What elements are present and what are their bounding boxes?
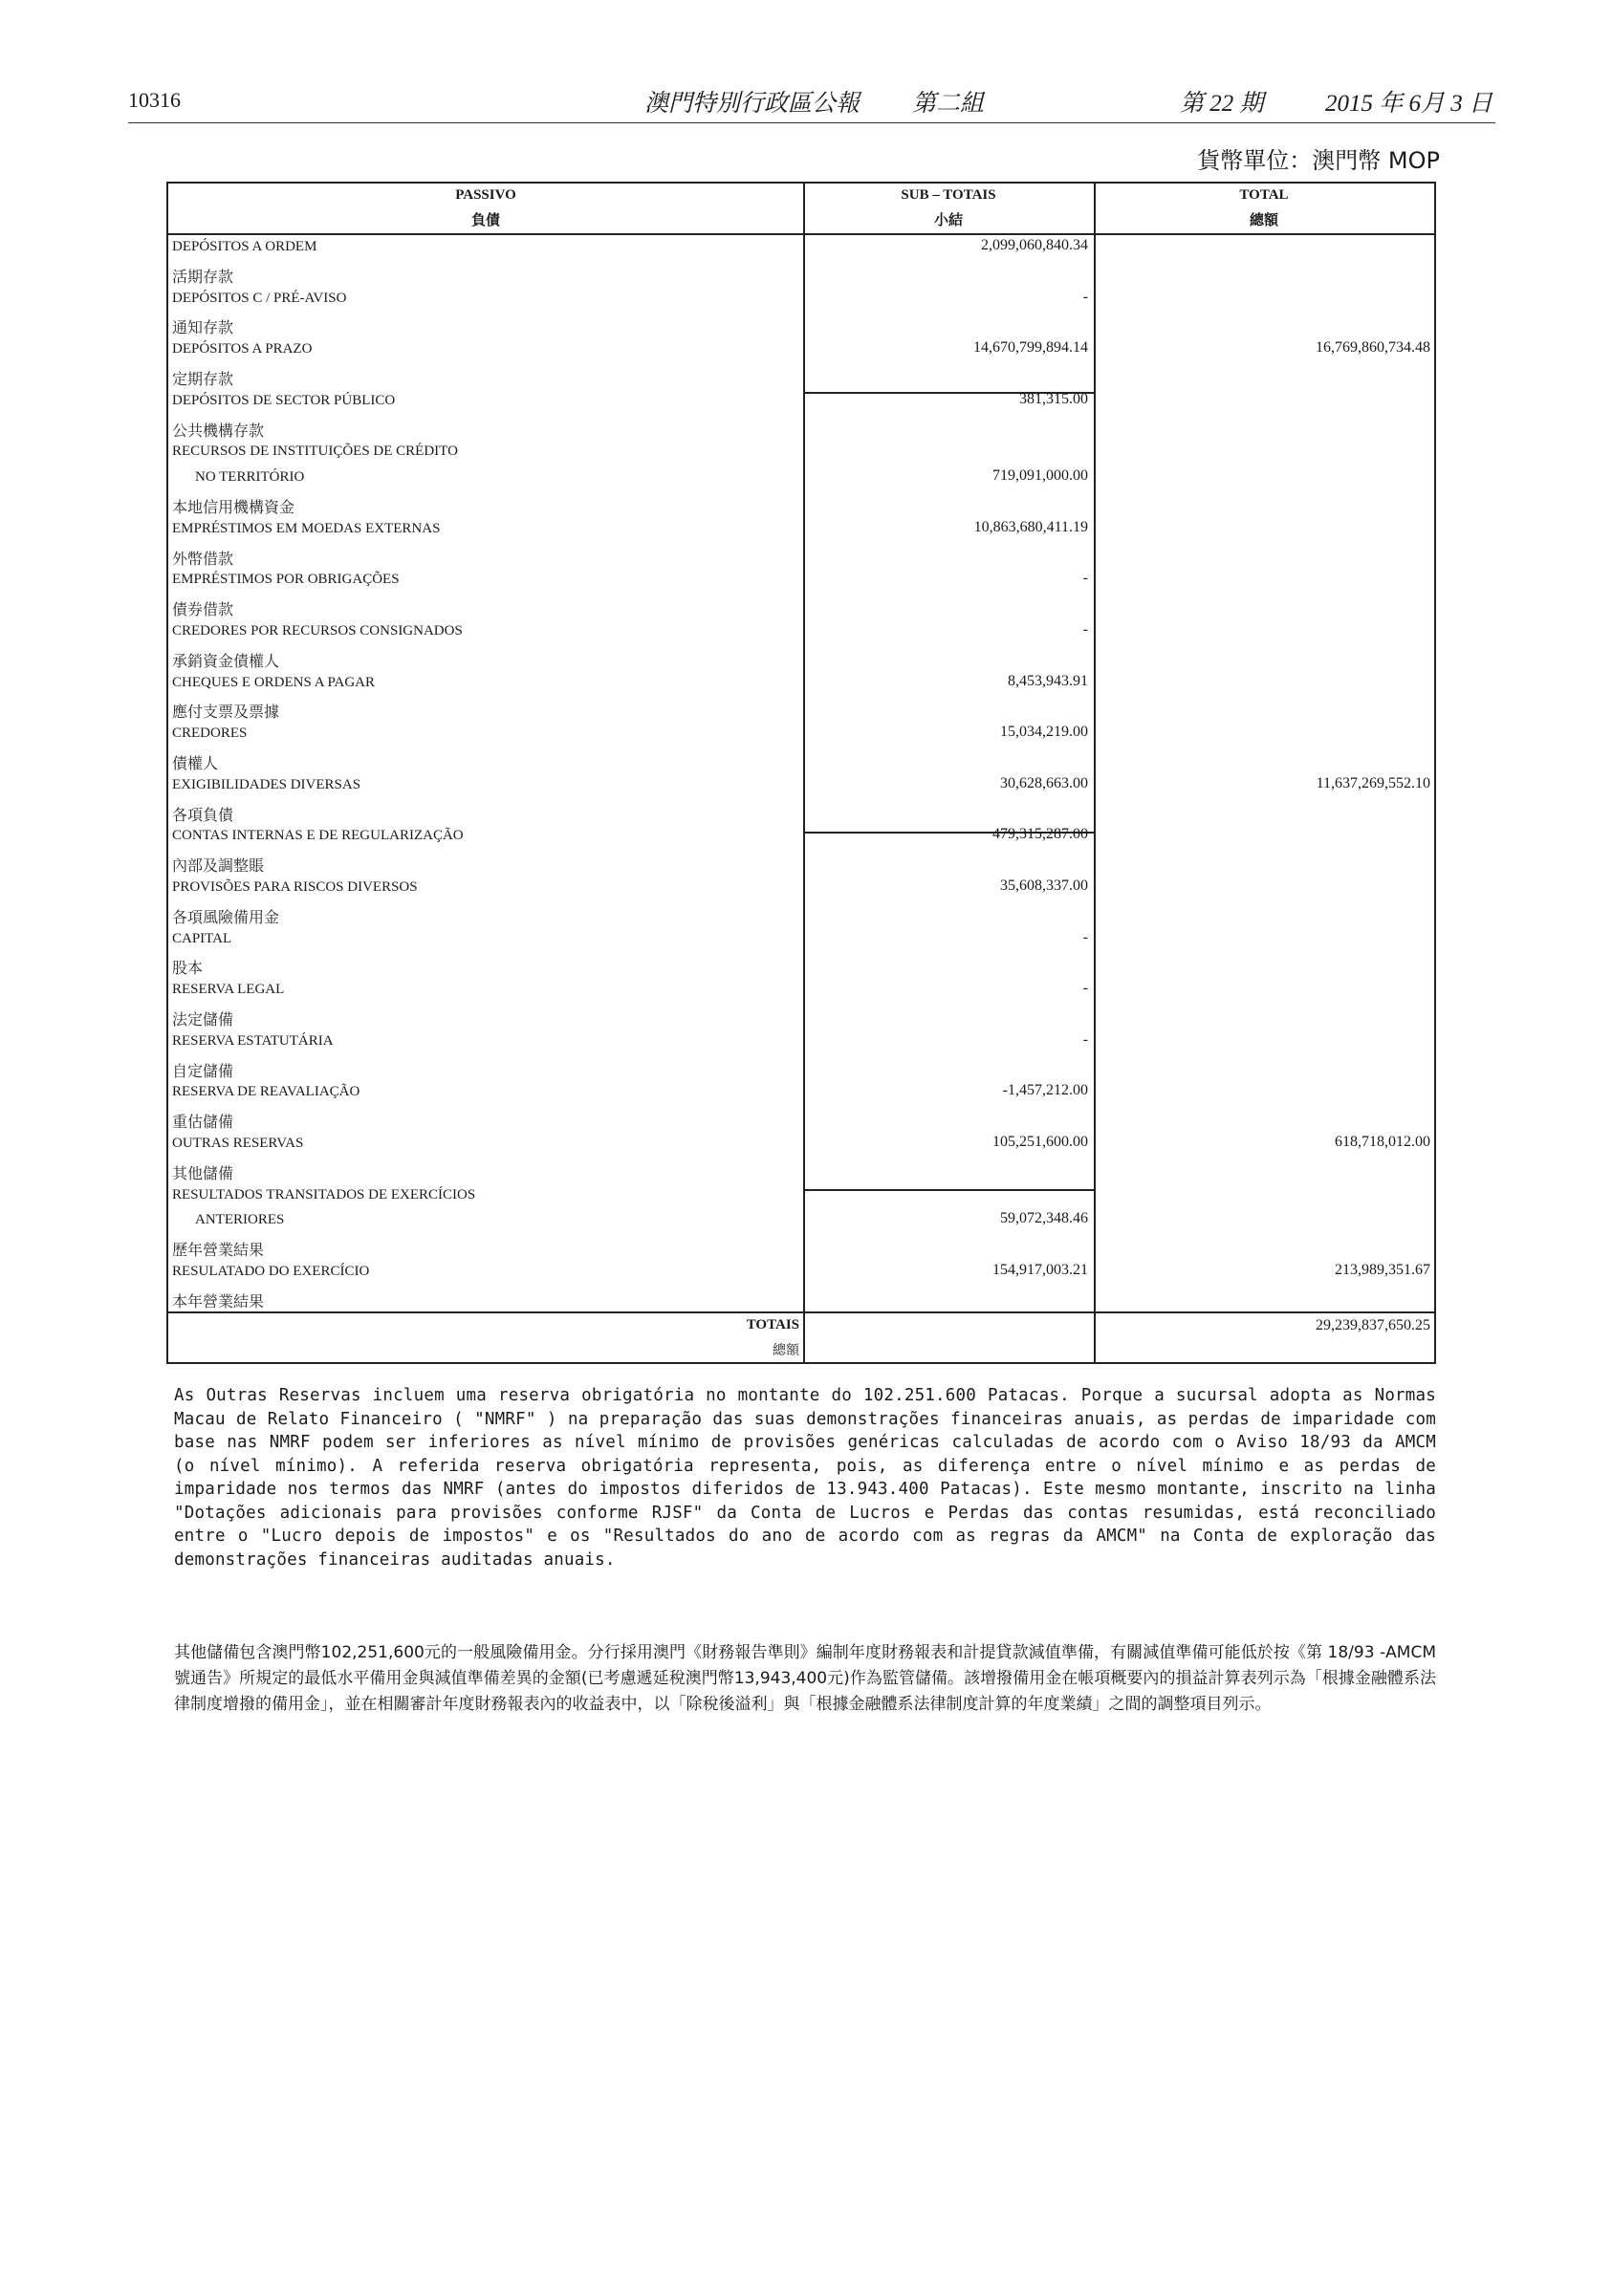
subtotal-cell: - [1082,570,1088,587]
table-row-label: RESERVA LEGAL [172,982,285,998]
table-row-label-cont: ANTERIORES [195,1212,285,1228]
table-row-label: DEPÓSITOS C / PRÉ-AVISO [172,290,347,306]
table-row-label: RECURSOS DE INSTITUIÇÕES DE CRÉDITO [172,444,458,460]
column-header-passivo: PASSIVO 負債 [455,187,516,228]
gazette-title: 澳門特別行政區公報 [644,91,860,117]
table-row-label: OUTRAS RESERVAS [172,1136,304,1151]
table-row-label-zh: 通知存款 [172,318,234,337]
totais-label: TOTAIS [746,1317,799,1332]
table-row-label: DEPÓSITOS A ORDEM [172,239,317,254]
issue-number: 第 22 期 [1180,91,1264,117]
total-cell: 16,769,860,734.48 [1316,339,1430,357]
table-row-label: DEPÓSITOS A PRAZO [172,341,313,357]
subtotal-cell: 154,917,003.21 [992,1262,1088,1278]
table-row-label: CREDORES POR RECURSOS CONSIGNADOS [172,623,463,639]
table-row-label-cont: NO TERRITÓRIO [195,469,305,486]
table-row-label-zh: 應付支票及票據 [172,703,280,722]
table-row-label-zh: 自定儲備 [172,1061,234,1080]
table-row-label-zh: 內部及調整賬 [172,856,265,876]
table-row-label-zh: 債券借款 [172,600,234,619]
table-row-label: EMPRÉSTIMOS POR OBRIGAÇÕES [172,572,400,588]
table-row-label: PROVISÕES PARA RISCOS DIVERSOS [172,879,418,895]
totais-value: 29,239,837,650.25 [1316,1317,1430,1333]
table-row-label-zh: 定期存款 [172,370,234,388]
table-row-label-zh: 重估儲備 [172,1113,234,1132]
issue-date: 2015 年 6月 3 日 [1325,91,1493,117]
table-row-label: RESULATADO DO EXERCÍCIO [172,1264,370,1279]
table-row-label-zh: 活期存款 [172,267,234,286]
table-row-label-zh: 歷年營業結果 [172,1241,265,1260]
column-divider [803,184,805,1362]
subtotal-separator [803,1189,1094,1191]
note-chinese: 其他儲備包含澳門幣102,251,600元的一般風險備用金。分行採用澳門《財務報告準則》編制年度財務報表和計提貸款減值準備，有關減值準備可能低於按《第 18/93 -AMCM號通告》所規定的最低水平備用金與減值準備差異的金額(已考慮遞延稅澳門幣13,943,400元)作為監管儲備。該增撥備用金在帳項概要內的損益計算表列示為「根據金融體系法律制度增撥的備用金」，並在相關審計年度財務報表內的收益表中，以「除稅後溢利」與「根據金融體系法律制度計算的年度業績」之間的調整項目列示。 [174,1643,1436,1714]
subtotal-cell: 14,670,799,894.14 [973,339,1088,357]
table-row-label-zh: 法定儲備 [172,1010,234,1029]
table-row-label: EMPRÉSTIMOS EM MOEDAS EXTERNAS [172,520,441,536]
column-header-total: TOTAL 總額 [1239,187,1289,228]
table-row-label-zh: 公共機構存款 [172,421,265,440]
table-row-label-zh: 承銷資金債權人 [172,651,280,670]
table-row-label: CREDORES [172,726,248,742]
table-row-label-zh: 外幣借款 [172,549,234,568]
totals-divider [168,1311,1434,1313]
subtotal-cell: 10,863,680,411.19 [973,518,1088,535]
subtotal-cell: - [1082,980,1088,997]
subtotal-cell: 15,034,219.00 [1000,724,1088,741]
total-cell: 618,718,012.00 [1335,1134,1430,1150]
total-cell: 213,989,351.67 [1335,1262,1430,1278]
note-portuguese: As Outras Reservas incluem uma reserva obrigatória no montante do 102.251.600 Patacas. Porque a sucursal adopta as Normas Macau de Relato Financeiro ( "NMRF" ) na preparação das suas demonstrações financeiras anuais, as perdas de imparidade com base nas NMRF podem ser inferiores as nível mínimo de provisões genéricas calculadas de acordo com o Aviso 18/93 da AMCM (o nível mínimo). A referida reserva obrigatória representa, pois, as diferença entre o nível mínimo e as perdas de imparidade nos termos das NMRF (antes do impostos diferidos de 13.943.400 Patacas). Este mesmo montante, inscrito na linha "Dotações adicionais para provisões conforme RJSF" da Conta de Lucros e Perdas das contas resumidas, está reconciliado entre o "Lucro depois de impostos" e os "Resultados do ano de acordo com as regras da AMCM" na Conta de exploração das demonstrações financeiras auditadas anuais. [174,1386,1436,1570]
subtotal-cell: - [1082,928,1088,945]
subtotal-cell: 59,072,348.46 [1000,1210,1088,1227]
column-divider [1094,184,1096,1362]
column-header-subtotais: SUB – TOTAIS 小結 [901,187,996,228]
subtotal-cell: 719,091,000.00 [992,467,1088,485]
table-row-label: RESERVA DE REAVALIAÇÃO [172,1084,360,1100]
subtotal-cell: 381,315.00 [1019,390,1088,407]
table-row-label: CONTAS INTERNAS E DE REGULARIZAÇÃO [172,828,464,844]
table-row-label-zh: 債權人 [172,754,219,772]
subtotal-cell: -1,457,212.00 [1002,1082,1088,1099]
subtotal-cell: 30,628,663.00 [1000,774,1088,791]
subtotal-cell: 35,608,337.00 [1000,877,1088,894]
total-cell: 11,637,269,552.10 [1316,774,1430,791]
page-header [128,84,1495,123]
page-number: 10316 [128,88,181,112]
table-row-label-zh: 本年營業結果 [172,1291,265,1310]
table-row-label: DEPÓSITOS DE SECTOR PÚBLICO [172,392,396,408]
currency-unit: 貨幣單位：澳門幣 MOP [1197,147,1440,174]
gazette-group: 第二組 [912,91,985,117]
subtotal-cell: 8,453,943.91 [1008,672,1088,689]
subtotal-cell: - [1082,621,1088,638]
subtotal-cell: 105,251,600.00 [992,1134,1088,1150]
subtotal-cell: - [1082,288,1088,305]
subtotal-cell: 479,315,287.00 [992,826,1088,843]
table-row-label-zh: 股本 [172,959,204,978]
table-row-label: RESULTADOS TRANSITADOS DE EXERCÍCIOS [172,1186,476,1202]
header-divider [168,233,1434,235]
table-row-label: RESERVA ESTATUTÁRIA [172,1032,334,1049]
totais-label-zh: 總額 [773,1343,799,1358]
liabilities-table [166,182,1436,1364]
subtotal-cell: - [1082,1030,1088,1048]
table-row-label-zh: 各項負債 [172,805,234,824]
table-row-label: CHEQUES E ORDENS A PAGAR [172,674,375,690]
subtotal-cell: 2,099,060,840.34 [981,237,1088,253]
table-row-label-zh: 其他儲備 [172,1163,234,1182]
table-row-label: EXIGIBILIDADES DIVERSAS [172,776,361,792]
table-row-label: CAPITAL [172,930,232,946]
table-row-label-zh: 各項風險備用金 [172,907,280,926]
table-row-label-zh: 本地信用機構資金 [172,498,295,516]
